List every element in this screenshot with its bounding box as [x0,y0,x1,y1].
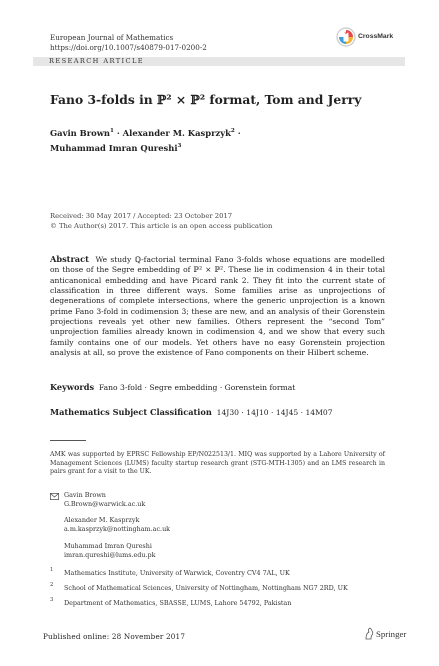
abstract [50,254,385,358]
abstract-text: We study ℚ-factorial terminal Fano 3-folds whose equations are modelled on those of the Segre embedding of ℙ² × ℙ². These lie in codimension 4 in their total anticanonical embedding and have Picard rank 2. They fit into the current state of classification in three different ways. Some families arise as unprojections of degenerations of complete intersections, where the generic unprojection is a known prime Fano 3-fold in codimension 3; these are new, and an analysis of their Gorenstein projections reveals yet other new families. Others represent the “second Tom” unprojection families already known in codimension 4, and we show that every such family contains one of our models. Yet others have no easy Gorenstein projection analysis at all, so prove the existence of Fano components on their Hilbert scheme. [50,255,385,358]
correspondence-entry [64,516,170,533]
copyright-notice: © The Author(s) 2017. This article is an open access publication [50,221,273,230]
crossmark-label: CrossMark [358,33,394,40]
correspondence-entry [64,491,170,508]
abstract-label: Abstract [50,254,89,264]
author-affil-sup: 2 [230,128,235,134]
funding-note: AMK was supported by EPRSC Fellowship EP/N022513/1. MIQ was supported by a Lahore University of Management Sciences (LUMS) faculty startup research grant (STG-MTH-1305) and an LMS research in pairs grant for a visit to the UK. [50,451,385,476]
keywords [50,382,295,392]
affiliation-number: 2 [50,582,54,588]
correspondence-name: Muhammad Imran Qureshi [64,541,152,550]
author-list [50,125,241,155]
correspondence-email[interactable]: G.Brown@warwick.ac.uk [64,499,146,508]
crossmark-badge[interactable] [336,27,392,51]
msc-codes: 14J30 · 14J10 · 14J45 · 14M07 [216,408,333,417]
author-affil-sup: 3 [177,142,182,149]
journal-header [50,33,207,52]
journal-name: European Journal of Mathematics [50,33,174,42]
keywords-text: Fano 3-fold · Segre embedding · Gorenstein format [98,383,296,392]
article-type: RESEARCH ARTICLE [49,57,144,65]
affiliation-text: School of Mathematical Sciences, University of Nottingham, Nottingham NG7 2RD, UK [64,584,348,592]
article-dates [50,212,272,231]
msc-label: Mathematics Subject Classification [50,407,212,417]
author-name[interactable]: Muhammad Imran Qureshi [50,142,178,153]
correspondence-entry [64,542,170,559]
publisher-name: Springer [376,629,407,639]
keywords-label: Keywords [50,382,95,392]
author-separator: · [234,127,241,138]
affiliation-text: Department of Mathematics, SBASSE, LUMS, Lahore 54792, Pakistan [64,599,292,607]
published-date: Published online: 28 November 2017 [43,632,186,641]
author-affil-sup: 1 [110,128,114,134]
affiliation-text: Mathematics Institute, University of Warwick, Coventry CV4 7AL, UK [64,569,290,577]
journal-doi[interactable]: https://doi.org/10.1007/s40879-017-0200-2 [50,42,207,52]
paper-title: Fano 3-folds in ℙ² × ℙ² format, Tom and Jerry [50,92,362,107]
affiliation-number: 3 [50,597,54,603]
author-name[interactable]: Alexander M. Kasprzyk [122,127,231,138]
article-type-bar [33,57,405,66]
correspondence-email[interactable]: imran.qureshi@lums.edu.pk [64,550,156,559]
footnote-divider [50,440,86,441]
springer-horse-icon [364,627,374,640]
author-separator: · [113,127,123,138]
msc-classification [50,407,333,417]
correspondence-name: Alexander M. Kasprzyk [64,516,140,525]
correspondence-name: Gavin Brown [64,491,106,499]
affiliation-number: 1 [50,567,54,573]
springer-logo [364,627,424,641]
envelope-icon [50,493,59,500]
author-name[interactable]: Gavin Brown [50,127,111,138]
received-accepted: Received: 30 May 2017 / Accepted: 23 October 2017 [50,212,233,220]
correspondence-email[interactable]: a.m.kasprzyk@nottingham.ac.uk [64,525,171,534]
crossmark-icon [336,27,356,47]
correspondence-list [64,491,170,559]
